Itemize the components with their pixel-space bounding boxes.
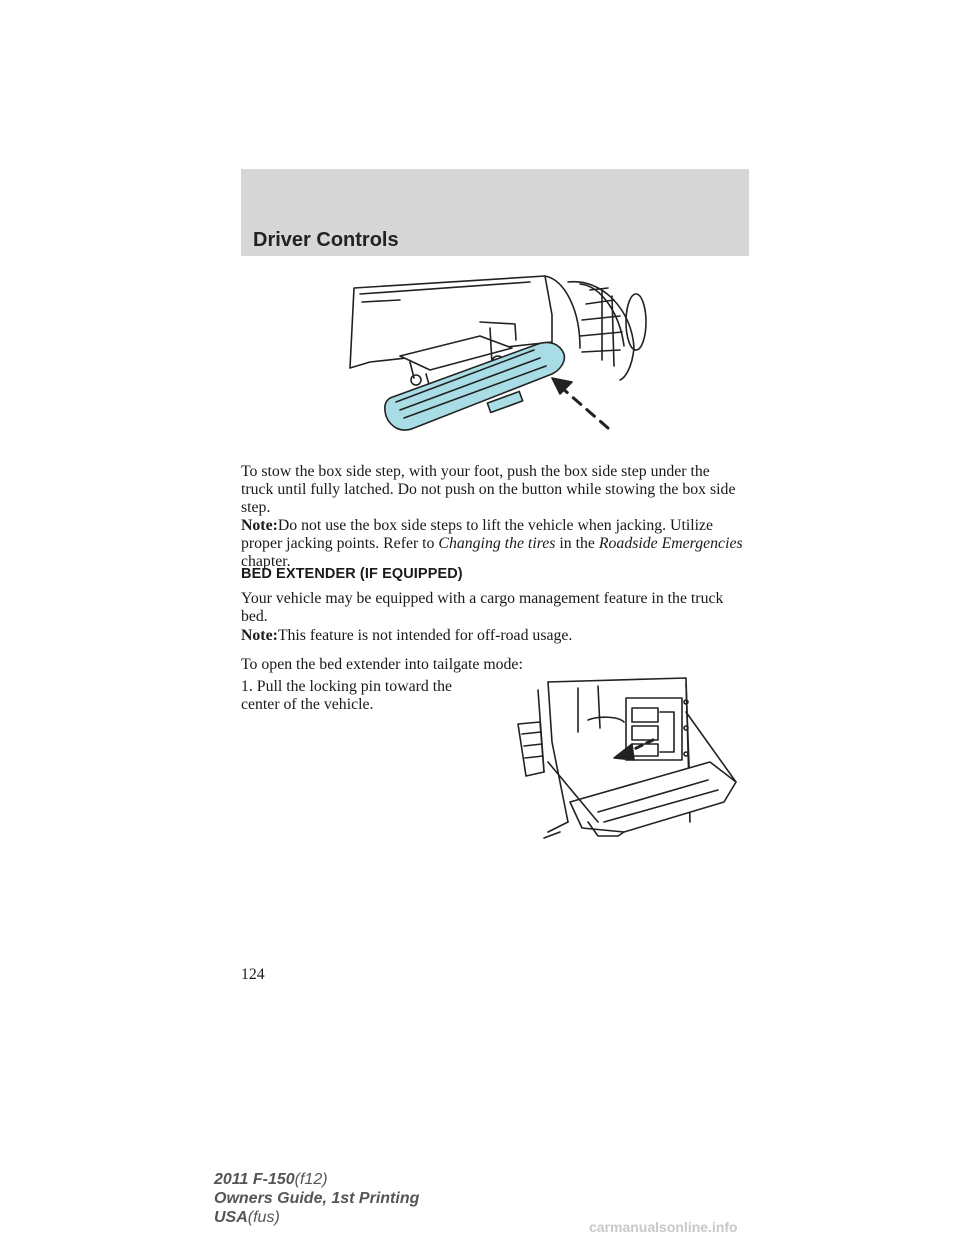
page-number: 124 xyxy=(241,966,265,983)
footer-line-1 xyxy=(214,1170,419,1189)
watermark: carmanualsonline.info xyxy=(589,1219,738,1235)
stow-instruction: To stow the box side step, with your foot, push the box side step under the truck until fully latched. Do not push on the button while stowing the box side step. xyxy=(241,463,736,516)
section-title: Driver Controls xyxy=(253,229,399,251)
box-side-step-illustration xyxy=(340,270,650,440)
footer-model-code: (f12) xyxy=(294,1171,328,1188)
ref-chapter: Roadside Emergencies xyxy=(598,535,743,552)
section-heading: BED EXTENDER (IF EQUIPPED) xyxy=(241,566,463,582)
note-text-mid: in the xyxy=(555,535,599,552)
note-text: This feature is not intended for off-road usage. xyxy=(277,627,573,644)
footer-line-3 xyxy=(214,1208,419,1227)
tailgate-bed-extender-illustration xyxy=(508,672,743,844)
note-jacking xyxy=(241,517,746,571)
open-intro: To open the bed extender into tailgate mode: xyxy=(241,656,523,673)
footer-line-2: Owners Guide, 1st Printing xyxy=(214,1190,420,1207)
footer-market: USA xyxy=(214,1209,248,1226)
note-text: Do not use the box side steps to lift the vehicle when jacking. Utilize proper jacking points. Refer to xyxy=(241,517,714,552)
note-label: Note: xyxy=(241,517,278,534)
note-text-end: chapter. xyxy=(241,553,291,570)
document-footer xyxy=(214,1170,419,1227)
step-1: 1. Pull the locking pin toward the center of the vehicle. xyxy=(241,678,453,713)
footer-market-code: (fus) xyxy=(247,1209,280,1226)
footer-model: 2011 F-150 xyxy=(214,1171,295,1188)
note-label: Note: xyxy=(241,627,278,644)
ref-title: Changing the tires xyxy=(438,535,556,552)
section-header-bar xyxy=(241,169,749,256)
bed-intro: Your vehicle may be equipped with a cargo management feature in the truck bed. xyxy=(241,590,724,625)
note-offroad xyxy=(241,627,746,645)
